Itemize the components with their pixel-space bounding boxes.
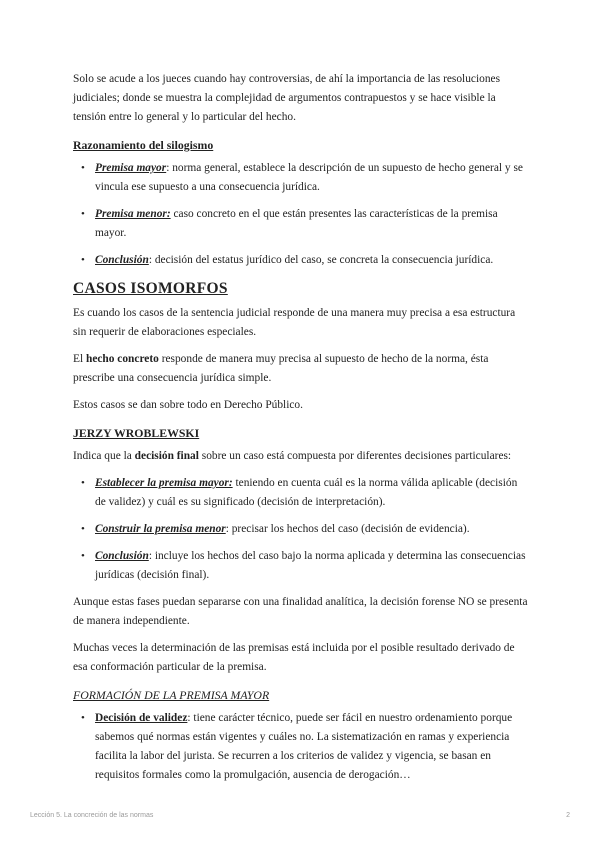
list-item [73,159,528,197]
list-item-term: Conclusión [95,550,149,562]
jerzy-paragraph-2: Aunque estas fases puedan separarse con una finalidad analítica, la decisión forense NO se presenta de manera independiente. [73,596,528,627]
list-item [73,474,528,512]
formacion-heading: FORMACIÓN DE LA PREMISA MAYOR [73,688,270,702]
text-run: sobre un caso está compuesta por diferentes decisiones particulares: [198,450,512,462]
list-item [73,520,528,539]
list-item-term: Conclusión [95,254,149,266]
list-item-text: : precisar los hechos del caso (decisión de evidencia). [225,523,470,535]
jerzy-heading: JERZY WROBLEWSKI [73,426,200,440]
list-item-text: : norma general, establece la descripción de un supuesto de hecho general y se vincula ese supuesto a una consecuencia jurídica. [95,162,523,193]
text-run: Indica que la [73,450,135,462]
list-item-term: Decisión de validez [95,712,188,724]
isomorfos-paragraph-1: Es cuando los casos de la sentencia judicial responde de una manera muy precisa a esa estructura sin requerir de elaboraciones especiales. [73,307,516,338]
list-item [73,251,528,270]
text-run: El [73,353,86,365]
bold-term: hecho concreto [85,353,159,365]
isomorfos-paragraph-3: Estos casos se dan sobre todo en Derecho Público. [73,399,303,411]
list-item-text: : decisión del estatus jurídico del caso, se concreta la consecuencia jurídica. [148,254,494,266]
silogismo-list [73,159,528,270]
text-run: responde de manera muy precisa al supuesto de hecho de la norma, ésta prescribe una consecuencia jurídica simple. [73,353,489,384]
list-item-term: Construir la premisa menor [95,523,226,535]
list-item-text: caso concreto en el que están presentes las características de la premisa mayor. [95,208,498,239]
list-item-term: Premisa menor: [95,208,171,220]
list-item-text: : tiene carácter técnico, puede ser fácil en nuestro ordenamiento porque sabemos qué normas están vigentes y cuáles no. La sistematización en ramas y experiencia facilita la labor del jurista. Se recurren a los criterios de validez y vigencia, se basan en requisitos formales como la promulgación, ausencia de derogación… [95,712,513,781]
jerzy-paragraph-3: Muchas veces la determinación de las premisas está incluida por el posible resultado derivado de esa conformación particular de la premisa. [73,642,515,673]
list-item-term: Premisa mayor [95,162,167,174]
list-item [73,205,528,243]
isomorfos-heading: CASOS ISOMORFOS [73,280,228,297]
jerzy-list [73,474,528,585]
list-item [73,709,528,785]
silogismo-heading: Razonamiento del silogismo [73,138,214,152]
isomorfos-paragraph-2 [73,350,528,388]
list-item-text: teniendo en cuenta cuál es la norma válida aplicable (decisión de validez) y cuál es su significado (decisión de interpretación). [95,477,518,508]
page-number: 2 [566,812,570,819]
footer-lesson-title: Lección 5. La concreción de las normas [30,812,154,819]
list-item [73,547,528,585]
document-page [73,70,528,793]
formacion-list [73,709,528,785]
list-item-term: Establecer la premisa mayor: [95,477,233,489]
bold-term: decisión final [134,450,199,462]
list-item-text: : incluye los hechos del caso bajo la norma aplicada y determina las consecuencias jurídicas (decisión final). [95,550,526,581]
jerzy-paragraph-1 [73,447,528,466]
intro-paragraph: Solo se acude a los jueces cuando hay controversias, de ahí la importancia de las resoluciones judiciales; donde se muestra la complejidad de argumentos contrapuestos y se hace visible la tensión entre lo general y lo particular del hecho. [73,73,501,123]
page-footer [30,812,570,819]
